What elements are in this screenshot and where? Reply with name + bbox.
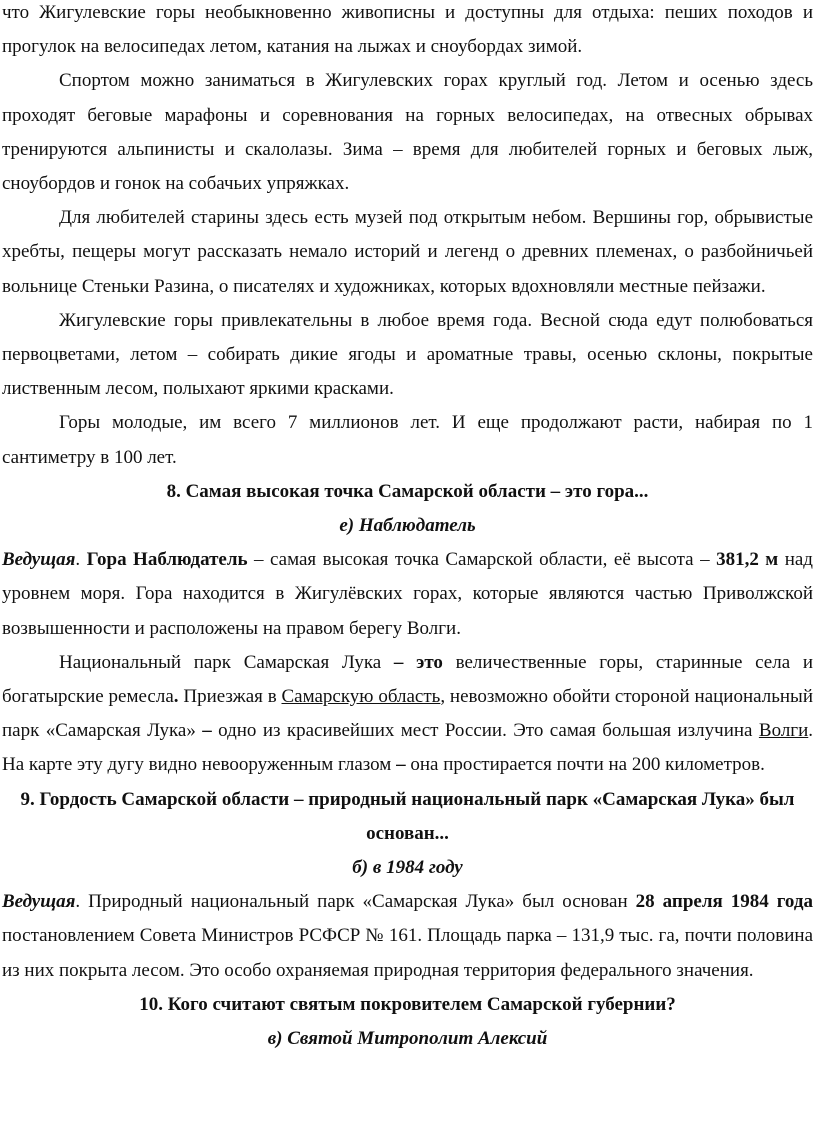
- bold-dash: –: [396, 754, 406, 776]
- link-samara-region[interactable]: Самарскую область: [281, 686, 441, 708]
- text: она простирается почти на 200 километров.: [405, 754, 765, 776]
- text: .: [75, 549, 87, 571]
- bold-mountain-height: 381,2 м: [716, 549, 779, 571]
- text: постановлением Совета Министров РСФСР № 161. Площадь парка – 131,9 тыс. га, почти половина из них покрыта лесом. Это особо охраняемая природная территория федерального значения.: [2, 925, 813, 981]
- paragraph-age: Горы молодые, им всего 7 миллионов лет. И еще продолжают расти, набирая по 1 сантиметру в 100 лет.: [2, 412, 813, 468]
- text: Национальный парк Самарская Лука: [59, 651, 394, 673]
- paragraph-q8-host: [2, 543, 813, 646]
- paragraph-national-park: [2, 646, 813, 783]
- text: . Природный национальный парк «Самарская Лука» был основан: [75, 891, 636, 913]
- paragraph-q9-host: [2, 885, 813, 988]
- question-10-heading: 10. Кого считают святым покровителем Самарской губернии?: [139, 993, 676, 1015]
- text: , невозможно обойти стороной национальный парк «Самарская Лука»: [2, 686, 813, 742]
- text: величественные горы, старинные села и богатырские ремесла: [2, 651, 814, 708]
- link-volga[interactable]: Волги: [758, 720, 809, 742]
- paragraph-museum: Для любителей старины здесь есть музей под открытым небом. Вершины гор, обрывистые хребты, пещеры могут рассказать немало историй и легенд о древних племенах, о разбойничьей вольнице Стеньки Разина, о писателях и художниках, которых вдохновляли местные пейзажи.: [2, 207, 813, 297]
- text: над уровнем моря. Гора находится в Жигулёвских горах, которые являются частью Приволжской возвышенности и расположены на правом берегу Волги.: [2, 549, 813, 639]
- text: – самая высокая точка Самарской области, её высота –: [247, 549, 717, 571]
- paragraph-sport: Спортом можно заниматься в Жигулевских горах круглый год. Летом и осенью здесь проходят беговые марафоны и соревнования на горных велосипедах, на отвесных обрывах тренируются альпинисты и скалолазы. Зима – время для любителей горных и беговых лыж, сноубордов и гонок на собачьих упряжках.: [2, 70, 813, 195]
- text: одно из красивейших мест России. Это самая большая излучина: [211, 720, 759, 742]
- paragraph-seasons: Жигулевские горы привлекательны в любое время года. Весной сюда едут полюбоваться первоцветами, летом – собирать дикие ягоды и ароматные травы, осенью склоны, покрытые лиственным лесом, полыхают яркими красками.: [2, 309, 813, 400]
- question-9-answer: б) в 1984 году: [352, 857, 463, 879]
- bold-dash: –: [202, 720, 212, 742]
- host-label: Ведущая: [2, 549, 76, 571]
- bold-dot: .: [173, 686, 179, 708]
- question-9-heading: 9. Гордость Самарской области – природный национальный парк «Самарская Лука» был основан...: [20, 788, 795, 844]
- question-8-answer: е) Наблюдатель: [339, 515, 476, 537]
- text: . На карте эту дугу видно невооруженным глазом: [2, 720, 814, 776]
- host-label: Ведущая: [2, 891, 76, 913]
- question-8-heading: 8. Самая высокая точка Самарской области – это гора...: [166, 480, 649, 502]
- paragraph-zhiguli-intro: что Жигулевские горы необыкновенно живописны и доступны для отдыха: пеших походов и прогулок на велосипедах летом, катания на лыжах и сноубордах зимой.: [2, 2, 813, 58]
- text: Приезжая в: [178, 686, 282, 708]
- bold-founding-date: 28 апреля 1984 года: [635, 891, 813, 913]
- question-10-answer: в) Святой Митрополит Алексий: [267, 1028, 548, 1050]
- bold-dash: – это: [393, 651, 443, 673]
- bold-mountain-name: Гора Наблюдатель: [86, 549, 248, 571]
